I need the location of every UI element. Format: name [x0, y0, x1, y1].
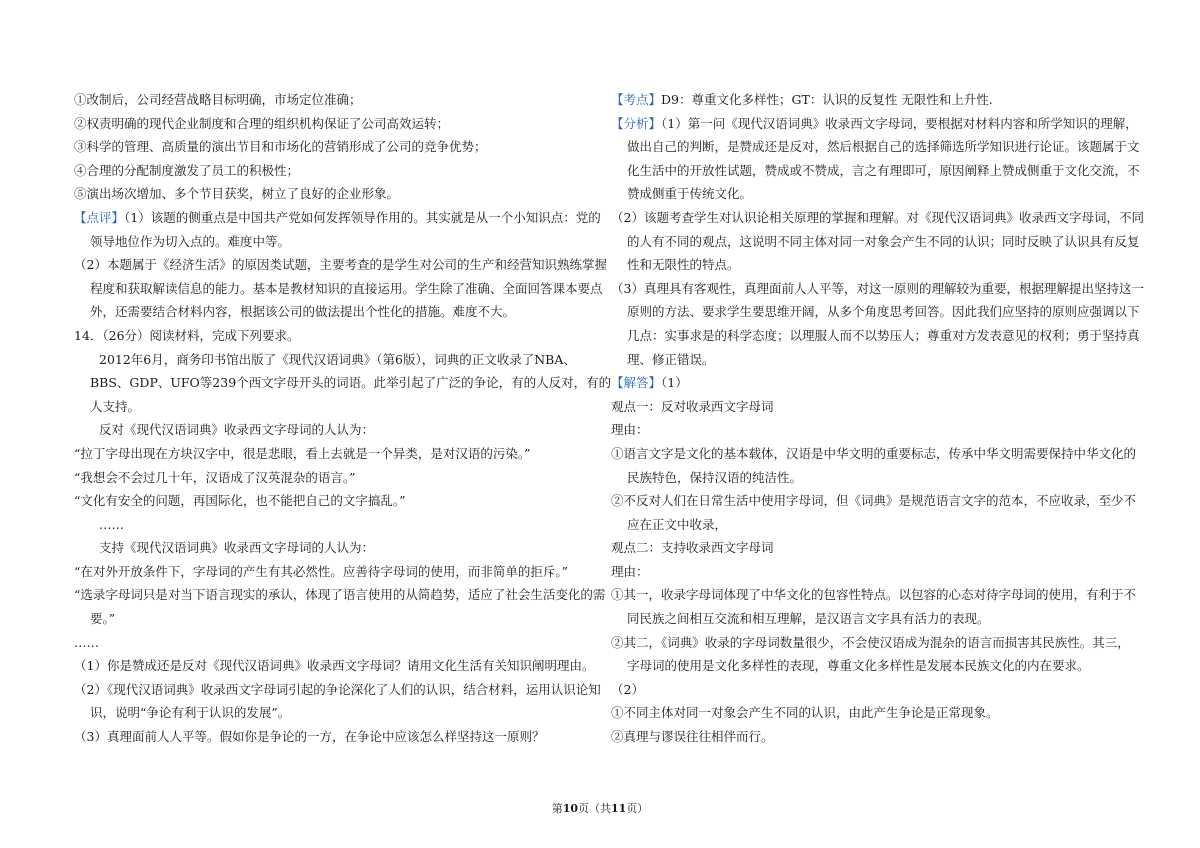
- reason-item: ②不反对人们在日常生活中使用字母词，但《词典》是规范语言文字的范本，不应收录，至少不: [611, 493, 1137, 509]
- ellipsis: ……: [99, 516, 124, 532]
- quote-line: “选录字母词只是对当下语言现实的承认，体现了语言使用的从简趋势，适应了社会生活变化的需: [74, 587, 606, 603]
- quote-line: 要。”: [90, 611, 116, 627]
- material-line: 2012年6月，商务印书馆出版了《现代汉语词典》（第6版），词典的正文收录了NBA、: [99, 351, 576, 367]
- analysis-line: 做出自己的判断，是赞成还是反对，然后根据自己的选择筛选所学知识进行论证。该题属于文: [627, 139, 1140, 155]
- quote-line: “文化有安全的问题，再国际化，也不能把自己的文字搞乱。”: [74, 493, 406, 509]
- right-column: [611, 88, 1144, 749]
- kaodian-tag: 【考点】: [611, 92, 662, 107]
- comment-line: （2）本题属于《经济生活》的原因类试题，主要考查的是学生对公司的生产和经营知识熟练掌握: [74, 257, 607, 273]
- analysis-line: （2）该题考查学生对认识论相关原理的掌握和理解。对《现代汉语词典》收录西文字母词，不同: [611, 209, 1144, 225]
- analysis-line: 几点：实事求是的科学态度；以理服人而不以势压人；尊重对方发表意见的权利；勇于坚持真: [627, 327, 1140, 343]
- reason-item: ②其二，《词典》收录的字母词数量很少，不会使汉语成为混杂的语言而损害其民族性。其三，: [611, 634, 1130, 650]
- answer-item: ①不同主体对同一对象会产生不同的认识，由此产生争论是正常现象。: [611, 705, 999, 721]
- quote-line: “拉丁字母出现在方块汉字中，很是悲眼，看上去就是一个异类，是对汉语的污染。”: [74, 445, 531, 461]
- comment-line: 领导地位作为切入点的。难度中等。: [90, 233, 291, 249]
- list-item: ①改制后，公司经营战略目标明确，市场定位准确；: [74, 92, 362, 107]
- reason-item: 字母词的使用是文化多样性的表现，尊重文化多样性是发展本民族文化的内在要求。: [627, 658, 1090, 674]
- reason-label: 理由：: [611, 563, 649, 579]
- footer-suffix: 页）: [626, 802, 649, 815]
- answer-line: [611, 371, 1131, 395]
- analysis-line: 原则的方法、要求学生要思维开阔，从多个角度思考回答。因此我们应坚持的原则应强调以下: [627, 304, 1140, 320]
- comment-tag: 【点评】: [74, 209, 125, 225]
- quote-line: “在对外开放条件下，字母词的产生有其必然性。应善待字母词的使用，而非简单的拒斥。”: [74, 563, 569, 579]
- analysis-tag: 【分析】: [611, 115, 662, 131]
- list-item: ②权责明确的现代企业制度和合理的组织机构保证了公司高效运转；: [74, 115, 450, 131]
- analysis-line: （3）真理具有客观性，真理面前人人平等，对这一原则的理解较为重要，根据理解提出坚持这一: [611, 280, 1144, 296]
- analysis-line: 赞成侧重于传统文化。: [627, 186, 753, 202]
- sub-question: （1）你是赞成还是反对《现代汉语词典》收录西文字母词？请用文化生活有关知识阐明理由。: [74, 658, 595, 674]
- viewpoint: 观点二：支持收录西文字母词: [611, 540, 774, 556]
- analysis-line: 性和无限性的特点。: [627, 257, 740, 273]
- sub-question: 识，说明“争论有利于认识的发展”。: [90, 705, 291, 721]
- reason-item: 应在正文中收录，: [627, 516, 728, 532]
- comment-line: 程度和获取解读信息的能力。基本是教材知识的直接运用。学生除了准确、全面回答课本要点: [90, 280, 603, 296]
- page-footer: [0, 800, 1200, 816]
- support-heading: 支持《现代汉语词典》收录西文字母词的人认为：: [99, 540, 375, 556]
- ellipsis: ……: [74, 634, 99, 650]
- comment-line: 外，还需要结合材料内容，根据该公司的做法提出个性化的措施。难度不大。: [90, 304, 516, 320]
- sub-question: （3）真理面前人人平等。假如你是争论的一方，在争论中应该怎么样坚持这一原则？: [74, 729, 545, 745]
- list-item: ④合理的分配制度激发了员工的积极性；: [74, 162, 300, 178]
- reason-label: 理由：: [611, 422, 649, 438]
- viewpoint: 观点一：反对收录西文字母词: [611, 398, 774, 414]
- reason-item: 民族特色，保持汉语的纯洁性。: [627, 469, 803, 485]
- quote-line: “我想会不会过几十年，汉语成了汉英混杂的语言。”: [74, 469, 356, 485]
- left-column: [74, 88, 612, 749]
- oppose-heading: 反对《现代汉语词典》收录西文字母词的人认为：: [99, 422, 375, 438]
- comment-text: （1）该题的侧重点是中国共产党如何发挥领导作用的。其实就是从一个小知识点：党的: [124, 209, 601, 225]
- list-item: ⑤演出场次增加、多个节目获奖，树立了良好的企业形象。: [74, 186, 400, 202]
- reason-item: 同民族之间相互交流和相互理解，是汉语言文字具有活力的表现。: [627, 611, 990, 627]
- analysis-line: [611, 112, 1138, 136]
- answer-text: （1）: [661, 375, 688, 391]
- analysis-text: （1）第一问《现代汉语词典》收录西文字母词，要根据对材料内容和所学知识的理解，: [661, 115, 1138, 131]
- analysis-line: 的人有不同的观点，这说明不同主体对同一对象会产生不同的认识；同时反映了认识具有反复: [627, 233, 1140, 249]
- answer-part: （2）: [611, 681, 644, 697]
- answer-tag: 【解答】: [611, 375, 662, 391]
- analysis-line: 理、修正错误。: [627, 351, 715, 367]
- footer-mid: 页（共: [578, 802, 611, 815]
- material-line: 人支持。: [90, 398, 141, 414]
- answer-item: ②真理与谬误往往相伴而行。: [611, 729, 774, 745]
- kaodian-text: D9：尊重文化多样性；GT：认识的反复性 无限性和上升性.: [661, 92, 993, 107]
- page-number: 10: [562, 802, 578, 815]
- kaodian-line: [611, 88, 1131, 112]
- analysis-line: 化生活中的开放性试题，赞成或不赞成，言之有理即可，原因阐释上赞成侧重于文化交流，不: [627, 162, 1140, 178]
- material-line: BBS、GDP、UFO等239个西文字母开头的词语。此举引起了广泛的争论，有的人反对，有的: [90, 375, 612, 391]
- sub-question: （2）《现代汉语词典》收录西文字母词引起的争论深化了人们的认识，结合材料，运用认识论知: [74, 681, 601, 697]
- reason-item: ①语言文字是文化的基本载体，汉语是中华文明的重要标志，传承中华文明需要保持中华文化的: [611, 445, 1137, 461]
- reason-item: ①其一，收录字母词体现了中华文化的包容性特点。以包容的心态对待字母词的使用，有利于不: [611, 587, 1137, 603]
- page-total: 11: [611, 802, 627, 815]
- question-title: 14．（26分）阅读材料，完成下列要求。: [74, 327, 300, 343]
- list-item: ③科学的管理、高质量的演出节目和市场化的营销形成了公司的竞争优势；: [74, 139, 487, 155]
- footer-prefix: 第: [551, 802, 563, 815]
- comment-line: [74, 206, 601, 230]
